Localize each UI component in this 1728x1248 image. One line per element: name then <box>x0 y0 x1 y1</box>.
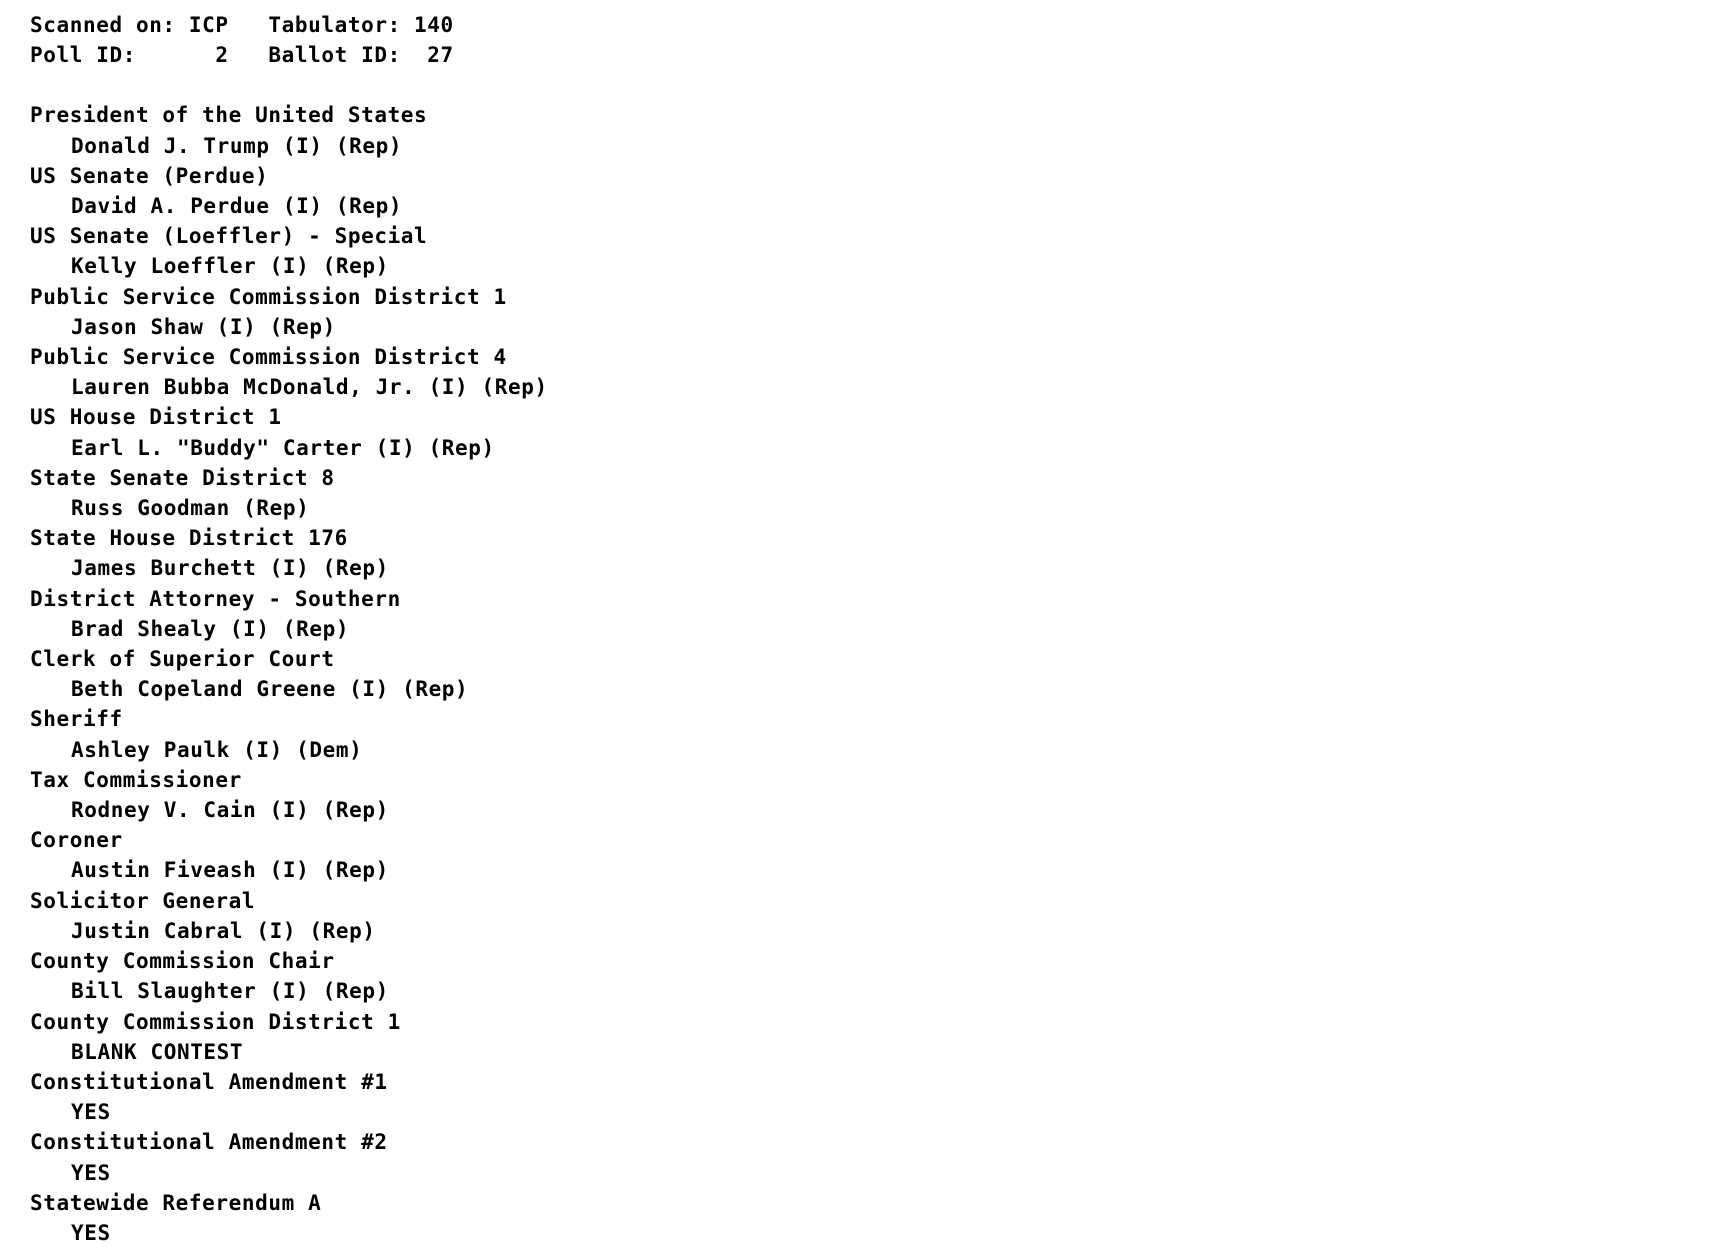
contest-selection: Ashley Paulk (I) (Dem) <box>71 737 363 762</box>
contest-title: US Senate (Perdue) <box>30 163 269 188</box>
contest-title: Tax Commissioner <box>30 767 242 792</box>
contest-title: President of the United States <box>30 103 428 128</box>
contest-title: Public Service Commission District 4 <box>30 345 507 370</box>
contest-title: Statewide Referendum A <box>30 1190 322 1215</box>
contest-selection: BLANK CONTEST <box>71 1039 244 1064</box>
contest-selection: YES <box>71 1220 111 1245</box>
contest-selection: James Burchett (I) (Rep) <box>71 556 389 581</box>
contest-selection: Bill Slaughter (I) (Rep) <box>71 979 389 1004</box>
contest-selection: Justin Cabral (I) (Rep) <box>71 918 376 943</box>
contest-title: US Senate (Loeffler) - Special <box>30 224 428 249</box>
contest-selection: Beth Copeland Greene (I) (Rep) <box>71 677 469 702</box>
header-body-spacer <box>30 70 1728 100</box>
contest-selection: Lauren Bubba McDonald, Jr. (I) (Rep) <box>71 375 548 400</box>
contest-list <box>30 100 1728 1248</box>
contest-title: State House District 176 <box>30 526 348 551</box>
contest-title: Coroner <box>30 828 123 853</box>
contest-selection: Brad Shealy (I) (Rep) <box>71 616 350 641</box>
contest-selection: Austin Fiveash (I) (Rep) <box>71 858 389 883</box>
contest-title: County Commission Chair <box>30 949 335 974</box>
contest-selection: YES <box>71 1100 111 1125</box>
contest-title: Solicitor General <box>30 888 256 913</box>
contest-selection: Rodney V. Cain (I) (Rep) <box>71 798 389 823</box>
contest-selection: YES <box>71 1160 111 1185</box>
contest-selection: Kelly Loeffler (I) (Rep) <box>71 254 389 279</box>
contest-title: Clerk of Superior Court <box>30 647 335 672</box>
contest-title: Constitutional Amendment #2 <box>30 1130 388 1155</box>
ballot-header <box>30 10 1728 70</box>
contest-selection: David A. Perdue (I) (Rep) <box>71 194 403 219</box>
contest-selection: Earl L. "Buddy" Carter (I) (Rep) <box>71 435 495 460</box>
contest-selection: Donald J. Trump (I) (Rep) <box>71 133 403 158</box>
contest-selection: Jason Shaw (I) (Rep) <box>71 314 336 339</box>
contest-title: Constitutional Amendment #1 <box>30 1069 388 1094</box>
contest-title: Public Service Commission District 1 <box>30 284 507 309</box>
contest-title: County Commission District 1 <box>30 1009 401 1034</box>
contest-title: State Senate District 8 <box>30 465 335 490</box>
contest-title: Sheriff <box>30 707 123 732</box>
contest-selection: Russ Goodman (Rep) <box>71 496 310 521</box>
contest-title: US House District 1 <box>30 405 282 430</box>
contest-title: District Attorney - Southern <box>30 586 401 611</box>
poll-ballot-id-line: Poll ID: 2 Ballot ID: 27 <box>30 43 454 68</box>
scanned-on-line: Scanned on: ICP Tabulator: 140 <box>30 13 454 37</box>
